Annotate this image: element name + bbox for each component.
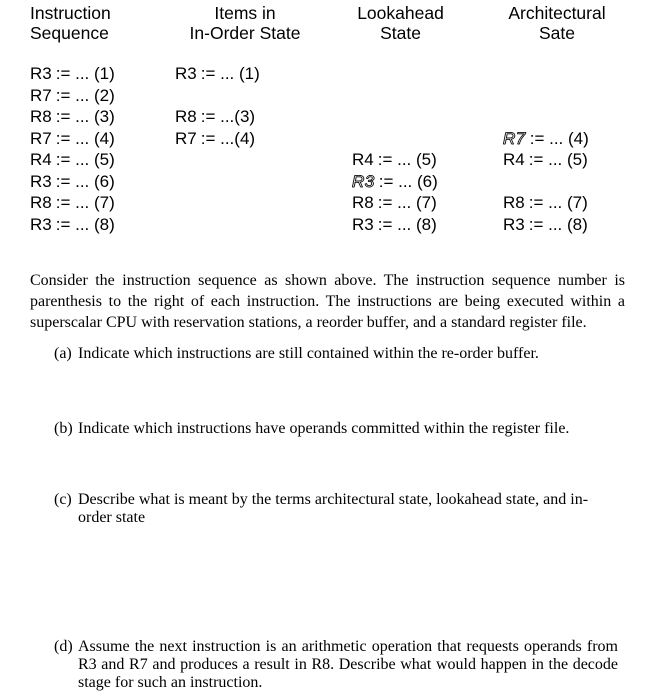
- register-label: R7: [30, 85, 52, 105]
- question-d: [54, 638, 656, 692]
- register-label: R4: [503, 150, 525, 169]
- table-cell: [352, 149, 503, 171]
- column-header-instruction-sequence: [30, 3, 175, 43]
- register-label: R3: [352, 171, 375, 191]
- table-cell: [30, 128, 175, 150]
- table-cell: [175, 106, 352, 128]
- header-line: Sate: [539, 23, 575, 43]
- table-cell: [503, 192, 656, 214]
- intro-paragraph: Consider the instruction sequence as shown above. The instruction sequence number is parenthesis to the right of each instruction. The instructions are being executed within a superscalar CPU with reservation stations, a reorder buffer, and a standard register file.: [30, 272, 625, 331]
- table-cell: [175, 171, 352, 193]
- register-label: R3: [352, 214, 374, 234]
- table-cell: [30, 63, 175, 85]
- instruction-rest: := ... (5): [55, 150, 115, 169]
- register-label: R7: [175, 128, 197, 148]
- column-header-architectural-state: [503, 3, 611, 43]
- table-cell: [352, 63, 503, 85]
- table-cell: [30, 192, 175, 214]
- instruction-rest: := ... (8): [55, 214, 115, 234]
- table-cell: [352, 106, 503, 128]
- header-line: Items in: [214, 3, 276, 23]
- table-cell: [175, 192, 352, 214]
- table-header-row: [0, 3, 656, 43]
- table-cell: [30, 171, 175, 193]
- instruction-rest: := ... (8): [528, 214, 588, 234]
- register-label: R4: [352, 150, 374, 169]
- column-header-in-order-state: [175, 3, 315, 43]
- table-cell: [175, 128, 352, 150]
- instruction-rest: := ...(3): [200, 107, 256, 126]
- table-cell: [352, 192, 503, 214]
- instruction-rest: := ... (6): [55, 171, 115, 191]
- table-cell: [30, 214, 175, 236]
- instruction-rest: := ... (6): [378, 171, 438, 191]
- question-text: Describe what is meant by the terms architectural state, lookahead state, and in-order state: [78, 491, 589, 526]
- question-label: (b): [54, 420, 73, 437]
- question-label: (d): [54, 638, 73, 655]
- register-label: R3: [503, 214, 525, 234]
- header-line: Sequence: [30, 23, 109, 43]
- question-label: (a): [54, 345, 72, 362]
- table-cell: [175, 149, 352, 171]
- instruction-rest: := ...(4): [200, 128, 256, 148]
- instruction-rest: := ... (1): [55, 64, 115, 83]
- instruction-rest: := ... (4): [529, 128, 589, 148]
- register-label: R8: [30, 107, 52, 126]
- instruction-rest: := ... (5): [377, 150, 437, 169]
- question-a: [54, 345, 656, 363]
- table-cell: [352, 214, 503, 236]
- register-label: R3: [175, 64, 197, 83]
- table-cell: [503, 128, 656, 150]
- table-cell: [175, 85, 352, 107]
- header-line: Architectural: [508, 3, 606, 23]
- instruction-rest: := ... (7): [55, 193, 115, 212]
- header-line: In-Order State: [189, 23, 301, 43]
- header-line: Instruction: [30, 3, 111, 23]
- question-b: [54, 420, 656, 438]
- register-label: R3: [30, 64, 52, 83]
- instruction-rest: := ... (1): [200, 64, 260, 83]
- question-text: Indicate which instructions have operands committed within the register file.: [78, 420, 570, 437]
- question-text: Indicate which instructions are still contained within the re-order buffer.: [78, 345, 539, 362]
- question-label: (c): [54, 491, 72, 508]
- question-c: [54, 491, 656, 527]
- register-label: R3: [30, 214, 52, 234]
- table-cell: [175, 214, 352, 236]
- table-cell: [503, 214, 656, 236]
- instruction-rest: := ... (5): [528, 150, 588, 169]
- table-cell: [30, 85, 175, 107]
- instruction-rest: := ... (4): [55, 128, 115, 148]
- table-cell: [503, 63, 656, 85]
- register-label: R8: [30, 193, 52, 212]
- instruction-table: [0, 63, 656, 235]
- table-cell: [503, 149, 656, 171]
- register-label: R3: [30, 171, 52, 191]
- register-label: R4: [30, 150, 52, 169]
- table-cell: [30, 106, 175, 128]
- table-cell: [503, 85, 656, 107]
- column-header-lookahead-state: [352, 3, 449, 43]
- instruction-rest: := ... (7): [528, 193, 588, 212]
- register-label: R8: [175, 107, 197, 126]
- register-label: R7: [503, 128, 526, 148]
- table-cell: [175, 63, 352, 85]
- instruction-rest: := ... (8): [377, 214, 437, 234]
- instruction-rest: := ... (7): [377, 193, 437, 212]
- instruction-rest: := ... (2): [55, 85, 115, 105]
- header-line: State: [380, 23, 421, 43]
- register-label: R8: [352, 193, 374, 212]
- header-line: Lookahead: [357, 3, 444, 23]
- instruction-rest: := ... (3): [55, 107, 115, 126]
- question-text: Assume the next instruction is an arithmetic operation that requests operands from R3 and R7 and produces a result in R8. Describe what would happen in the decode stage for such an instruction.: [78, 638, 618, 691]
- table-cell: [503, 106, 656, 128]
- table-cell: [352, 85, 503, 107]
- table-cell: [30, 149, 175, 171]
- table-cell: [503, 171, 656, 193]
- register-label: R7: [30, 128, 52, 148]
- table-cell: [352, 128, 503, 150]
- register-label: R8: [503, 193, 525, 212]
- table-cell: [352, 171, 503, 193]
